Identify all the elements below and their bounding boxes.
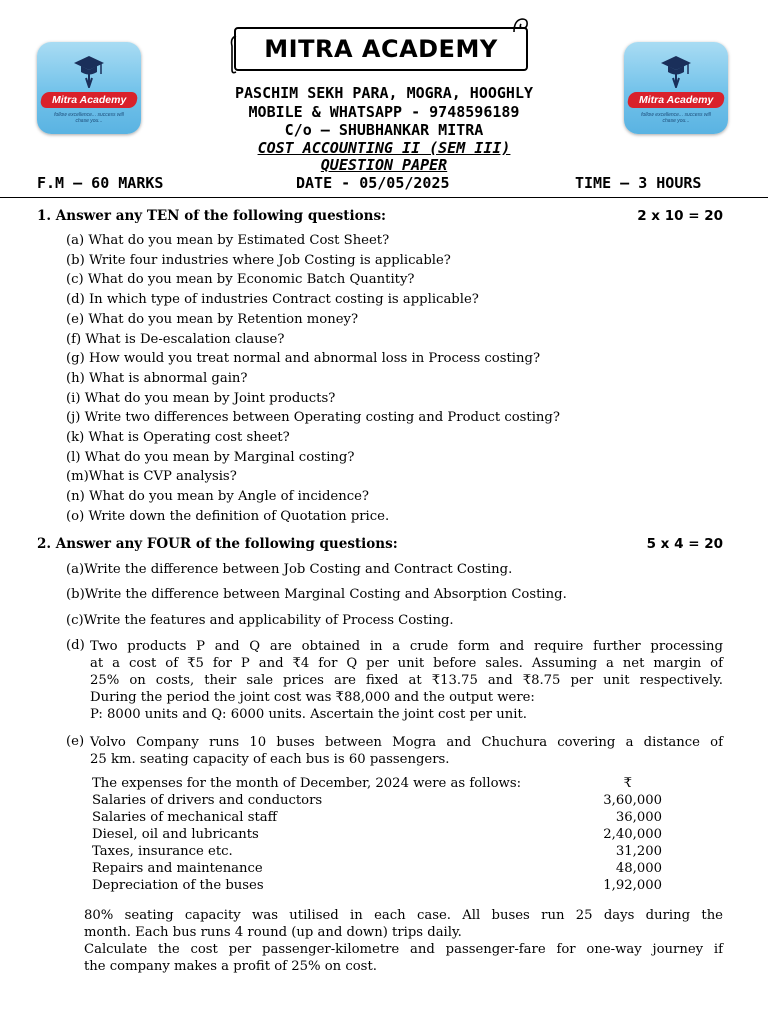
list-item: (f) What is De-escalation clause? [66, 331, 285, 347]
expense-intro: The expenses for the month of December, 2024 were as follows: ₹ [92, 776, 632, 791]
list-item: (j) Write two differences between Operating costing and Product costing? [66, 410, 560, 426]
list-item: (l) What do you mean by Marginal costing? [66, 449, 355, 465]
question-2c: (c)Write the features and applicability of Process Costing. [66, 613, 454, 628]
list-item: (c) What do you mean by Economic Batch Quantity? [66, 272, 415, 288]
table-row: Salaries of drivers and conductors 3,60,000 [92, 793, 662, 808]
list-item: (o) Write down the definition of Quotation price. [66, 508, 390, 524]
logo-banner: Mitra Academy [40, 92, 139, 108]
exam-date: DATE - 05/05/2025 [296, 174, 450, 192]
care-of-line: C/o – SHUBHANKAR MITRA [284, 121, 484, 139]
question-2a: (a)Write the difference between Job Costing and Contract Costing. [66, 562, 513, 577]
table-row: Depreciation of the buses 1,92,000 [92, 878, 662, 893]
subject-line: COST ACCOUNTING II (SEM III) [257, 139, 511, 157]
question-2d-label: (d) [66, 638, 85, 653]
currency-symbol: ₹ [623, 776, 632, 791]
list-item: (g) How would you treat normal and abnormal loss in Process costing? [66, 351, 541, 367]
logo-tagline: follow excellence... success will chase you... [641, 112, 711, 124]
list-item: (k) What is Operating cost sheet? [66, 430, 290, 446]
list-item: (m)What is CVP analysis? [66, 469, 237, 485]
graduation-cap-icon [74, 54, 104, 88]
list-item: (h) What is abnormal gain? [66, 370, 248, 386]
list-item: (e) What do you mean by Retention money? [66, 311, 359, 327]
question-2-marks: 5 x 4 = 20 [646, 536, 723, 552]
list-item: (n) What do you mean by Angle of incidence? [66, 489, 369, 505]
question-2e-label: (e) [66, 734, 85, 749]
mobile-line: MOBILE & WHATSAPP - 9748596189 [248, 103, 520, 121]
question-1-heading: 1. Answer any TEN of the following questions: 2 x 10 = 20 [37, 208, 723, 224]
question-2-heading: 2. Answer any FOUR of the following questions: 5 x 4 = 20 [37, 536, 723, 552]
table-row: Diesel, oil and lubricants 2,40,000 [92, 827, 662, 842]
question-2b: (b)Write the difference between Marginal Costing and Absorption Costing. [66, 587, 567, 602]
address-line: PASCHIM SEKH PARA, MOGRA, HOOGHLY [234, 84, 533, 102]
question-2e-closing: 80% seating capacity was utilised in each case. All buses run 25 days during the month. Each bus runs 4 round (up and down) trips daily. Calculate the cost per passenger-kilometre and passenger-fare for one-way journey if the company makes a profit of 25% on cost. [84, 908, 723, 974]
logo-banner: Mitra Academy [627, 92, 726, 108]
list-item: (d) In which type of industries Contract costing is applicable? [66, 292, 479, 308]
logo-tagline: follow excellence... success will chase you... [54, 112, 124, 124]
table-row: Repairs and maintenance 48,000 [92, 861, 662, 876]
academy-title: MITRA ACADEMY [234, 27, 528, 71]
graduation-cap-icon [661, 54, 691, 88]
list-item: (a) What do you mean by Estimated Cost Sheet? [66, 233, 390, 248]
list-item: (b) Write four industries where Job Costing is applicable? [66, 252, 451, 268]
question-2e-text: Volvo Company runs 10 buses between Mogra and Chuchura covering a distance of 25 km. seating capacity of each bus is 60 passengers. [90, 735, 723, 767]
full-marks: F.M – 60 MARKS [37, 174, 164, 192]
question-1-list [66, 231, 560, 527]
question-2d-text: Two products P and Q are obtained in a crude form and require further processing at a cost of ₹5 for P and ₹4 for Q per unit before sales. Assuming a net margin of 25% on costs, their sale prices are fixed at ₹13.75 and ₹8.75 per unit respectively. During the period the joint cost was ₹88,000 and the output were: P: 8000 units and Q: 6000 units. Ascertain the joint cost per unit. [90, 639, 723, 722]
list-item: (i) What do you mean by Joint products? [66, 390, 336, 406]
header-divider [0, 197, 768, 198]
table-row: Salaries of mechanical staff 36,000 [92, 810, 662, 825]
exam-time: TIME – 3 HOURS [575, 174, 702, 192]
table-row: Taxes, insurance etc. 31,200 [92, 844, 662, 859]
question-1-marks: 2 x 10 = 20 [637, 208, 723, 224]
paper-type-line: QUESTION PAPER [320, 156, 448, 174]
